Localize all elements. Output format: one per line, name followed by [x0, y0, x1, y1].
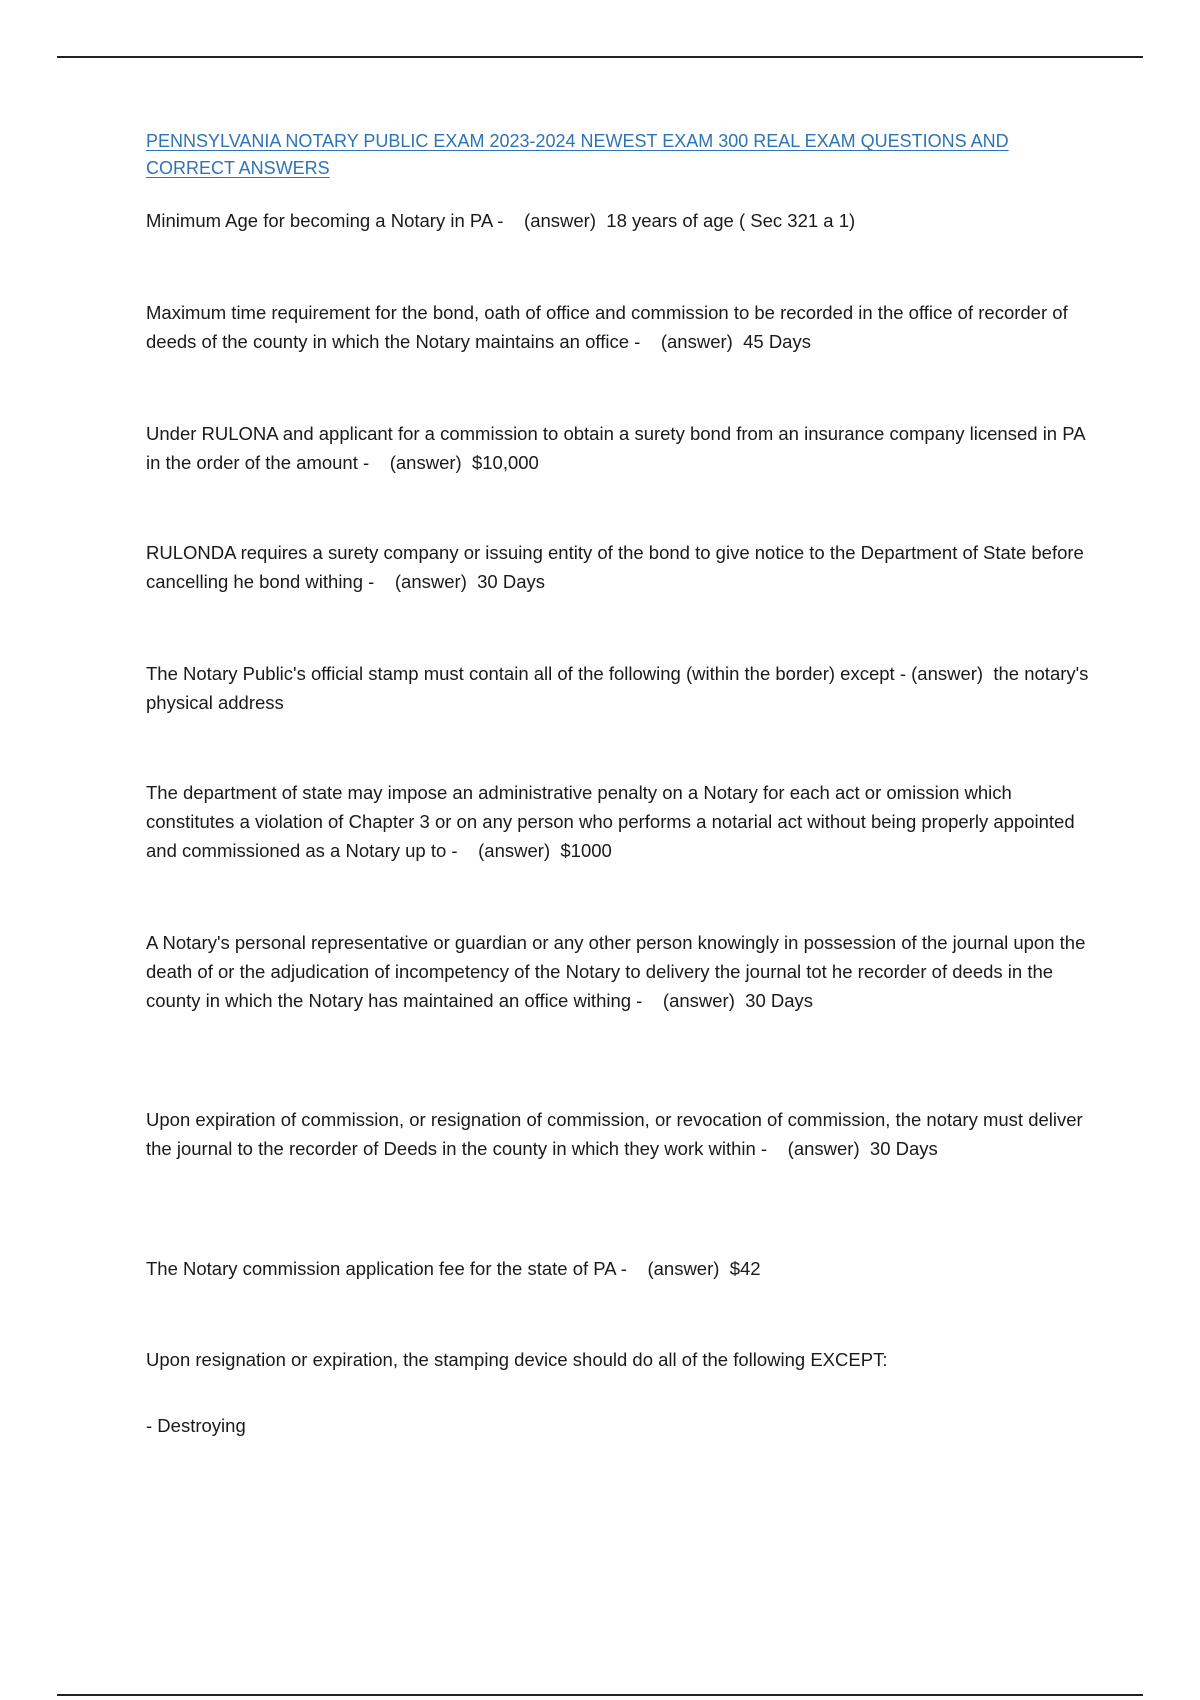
- qa-item-2: [146, 298, 1096, 356]
- answer-tag: (answer): [524, 210, 597, 231]
- qa-item-8: [146, 1105, 1096, 1163]
- qa-item-3: [146, 419, 1096, 477]
- answer-text: 30 Days: [477, 571, 546, 592]
- qa-item-1: [146, 206, 855, 235]
- document-body: [146, 128, 1096, 1436]
- document-title-link[interactable]: PENNSYLVANIA NOTARY PUBLIC EXAM 2023-2024 NEWEST EXAM 300 REAL EXAM QUESTIONS AND CORRECT ANSWERS: [146, 131, 1009, 178]
- top-rule: [57, 56, 1143, 58]
- qa-item-7: [146, 928, 1096, 1015]
- answer-tag: (answer): [394, 571, 467, 592]
- answer-text: 30 Days: [745, 990, 814, 1011]
- answer-text: 45 Days: [743, 331, 811, 352]
- question-text: The Notary commission application fee for the state of PA -: [146, 1258, 627, 1279]
- answer-tag: (answer): [911, 663, 984, 684]
- answer-tag: (answer): [660, 331, 733, 352]
- qa-item-4: [146, 538, 1096, 596]
- answer-tag: (answer): [478, 840, 551, 861]
- question-text: Maximum time requirement for the bond, oath of office and commission to be recorded in the office of recorder of deeds of the county in which the Notary maintains an office -: [146, 302, 1068, 352]
- answer-text: $10,000: [471, 452, 539, 473]
- question-text: The department of state may impose an administrative penalty on a Notary for each act or omission which constitutes a violation of Chapter 3 or on any person who performs a notarial act without being properly appointed and commissioned as a Notary up to -: [146, 782, 1075, 861]
- question-text: Under RULONA and applicant for a commission to obtain a surety bond from an insurance company licensed in PA in the order of the amount -: [146, 423, 1085, 473]
- answer-tag: (answer): [389, 452, 462, 473]
- answer-text: 30 Days: [869, 1138, 938, 1159]
- qa-item-5: [146, 659, 1096, 717]
- question-text: A Notary's personal representative or guardian or any other person knowingly in possession of the journal upon the death of or the adjudication of incompetency of the Notary to delivery the journal tot he recorder of deeds in the county in which the Notary has maintained an office withing -: [146, 932, 1086, 1011]
- answer-tag: (answer): [787, 1138, 860, 1159]
- question-text: The Notary Public's official stamp must contain all of the following (within the border) except -: [146, 663, 906, 684]
- question-text: Minimum Age for becoming a Notary in PA -: [146, 210, 504, 231]
- question-text: RULONDA requires a surety company or issuing entity of the bond to give notice to the Department of State before cancelling he bond withing -: [146, 542, 1084, 592]
- answer-text: $1000: [560, 840, 612, 861]
- qa-item-10-option: - Destroying: [146, 1414, 246, 1436]
- bottom-rule: [57, 1694, 1143, 1696]
- answer-tag: (answer): [647, 1258, 720, 1279]
- question-text: Upon expiration of commission, or resignation of commission, or revocation of commission, the notary must deliver the journal to the recorder of Deeds in the county in which they work within -: [146, 1109, 1083, 1159]
- answer-tag: (answer): [662, 990, 735, 1011]
- qa-item-9: [146, 1254, 761, 1283]
- answer-text: $42: [729, 1258, 761, 1279]
- qa-item-6: [146, 778, 1096, 865]
- answer-text: 18 years of age ( Sec 321 a 1): [606, 210, 856, 231]
- qa-item-10-question: Upon resignation or expiration, the stamping device should do all of the following EXCEPT:: [146, 1349, 888, 1370]
- answer-text: the notary's physical address: [146, 663, 1089, 713]
